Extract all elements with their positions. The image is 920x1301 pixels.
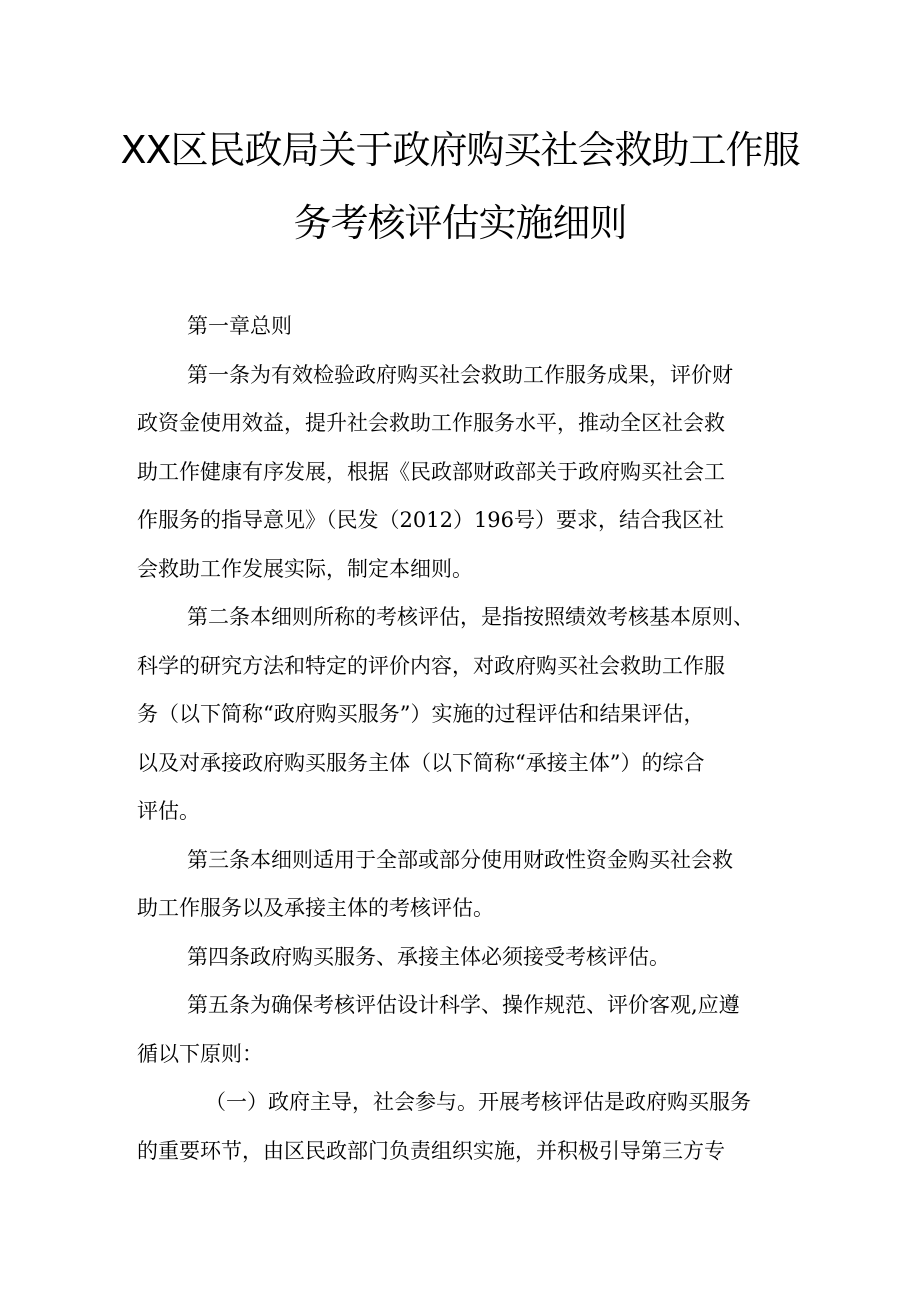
article-4-line-1: 第四条政府购买服务、承接主体必须接受考核评估。 <box>187 945 670 969</box>
chapter-heading: 第一章总则 <box>187 314 292 338</box>
article-2-line-5: 评估。 <box>137 799 200 823</box>
article-2-line-2: 科学的研究方法和特定的评价内容，对政府购买社会救助工作服 <box>137 654 725 678</box>
article-3-line-2: 助工作服务以及承接主体的考核评估。 <box>137 896 494 920</box>
principle-1-line-1: （一）政府主导，社会参与。开展考核评估是政府购买服务 <box>205 1090 751 1114</box>
article-5-line-2: 循以下原则： <box>137 1042 263 1066</box>
article-1-line-5: 会救助工作发展实际，制定本细则。 <box>137 557 473 581</box>
article-2-line-1: 第二条本细则所称的考核评估，是指按照绩效考核基本原则、 <box>187 605 754 629</box>
article-3-line-1: 第三条本细则适用于全部或部分使用财政性资金购买社会救 <box>187 848 733 872</box>
document-title-line-1: XX区民政局关于政府购买社会救助工作服 <box>120 128 800 172</box>
article-2-line-3: 务（以下简称“政府购买服务”）实施的过程评估和结果评估， <box>137 702 705 726</box>
principle-1-line-2: 的重要环节，由区民政部门负责组织实施，并积极引导第三方专 <box>137 1139 725 1163</box>
article-1-line-2: 政资金使用效益，提升社会救助工作服务水平，推动全区社会救 <box>137 411 725 435</box>
article-5-line-1: 第五条为确保考核评估设计科学、操作规范、评价客观,应遵 <box>187 993 740 1017</box>
document-title-line-2: 务考核评估实施细则 <box>293 201 627 245</box>
article-2-line-4: 以及对承接政府购买服务主体（以下简称“承接主体”）的综合 <box>137 751 705 775</box>
article-1-line-4: 作服务的指导意见》（民发（2012）196号）要求，结合我区社 <box>137 508 725 532</box>
article-1-line-3: 助工作健康有序发展，根据《民政部财政部关于政府购买社会工 <box>137 460 725 484</box>
article-1-line-1: 第一条为有效检验政府购买社会救助工作服务成果，评价财 <box>187 363 733 387</box>
